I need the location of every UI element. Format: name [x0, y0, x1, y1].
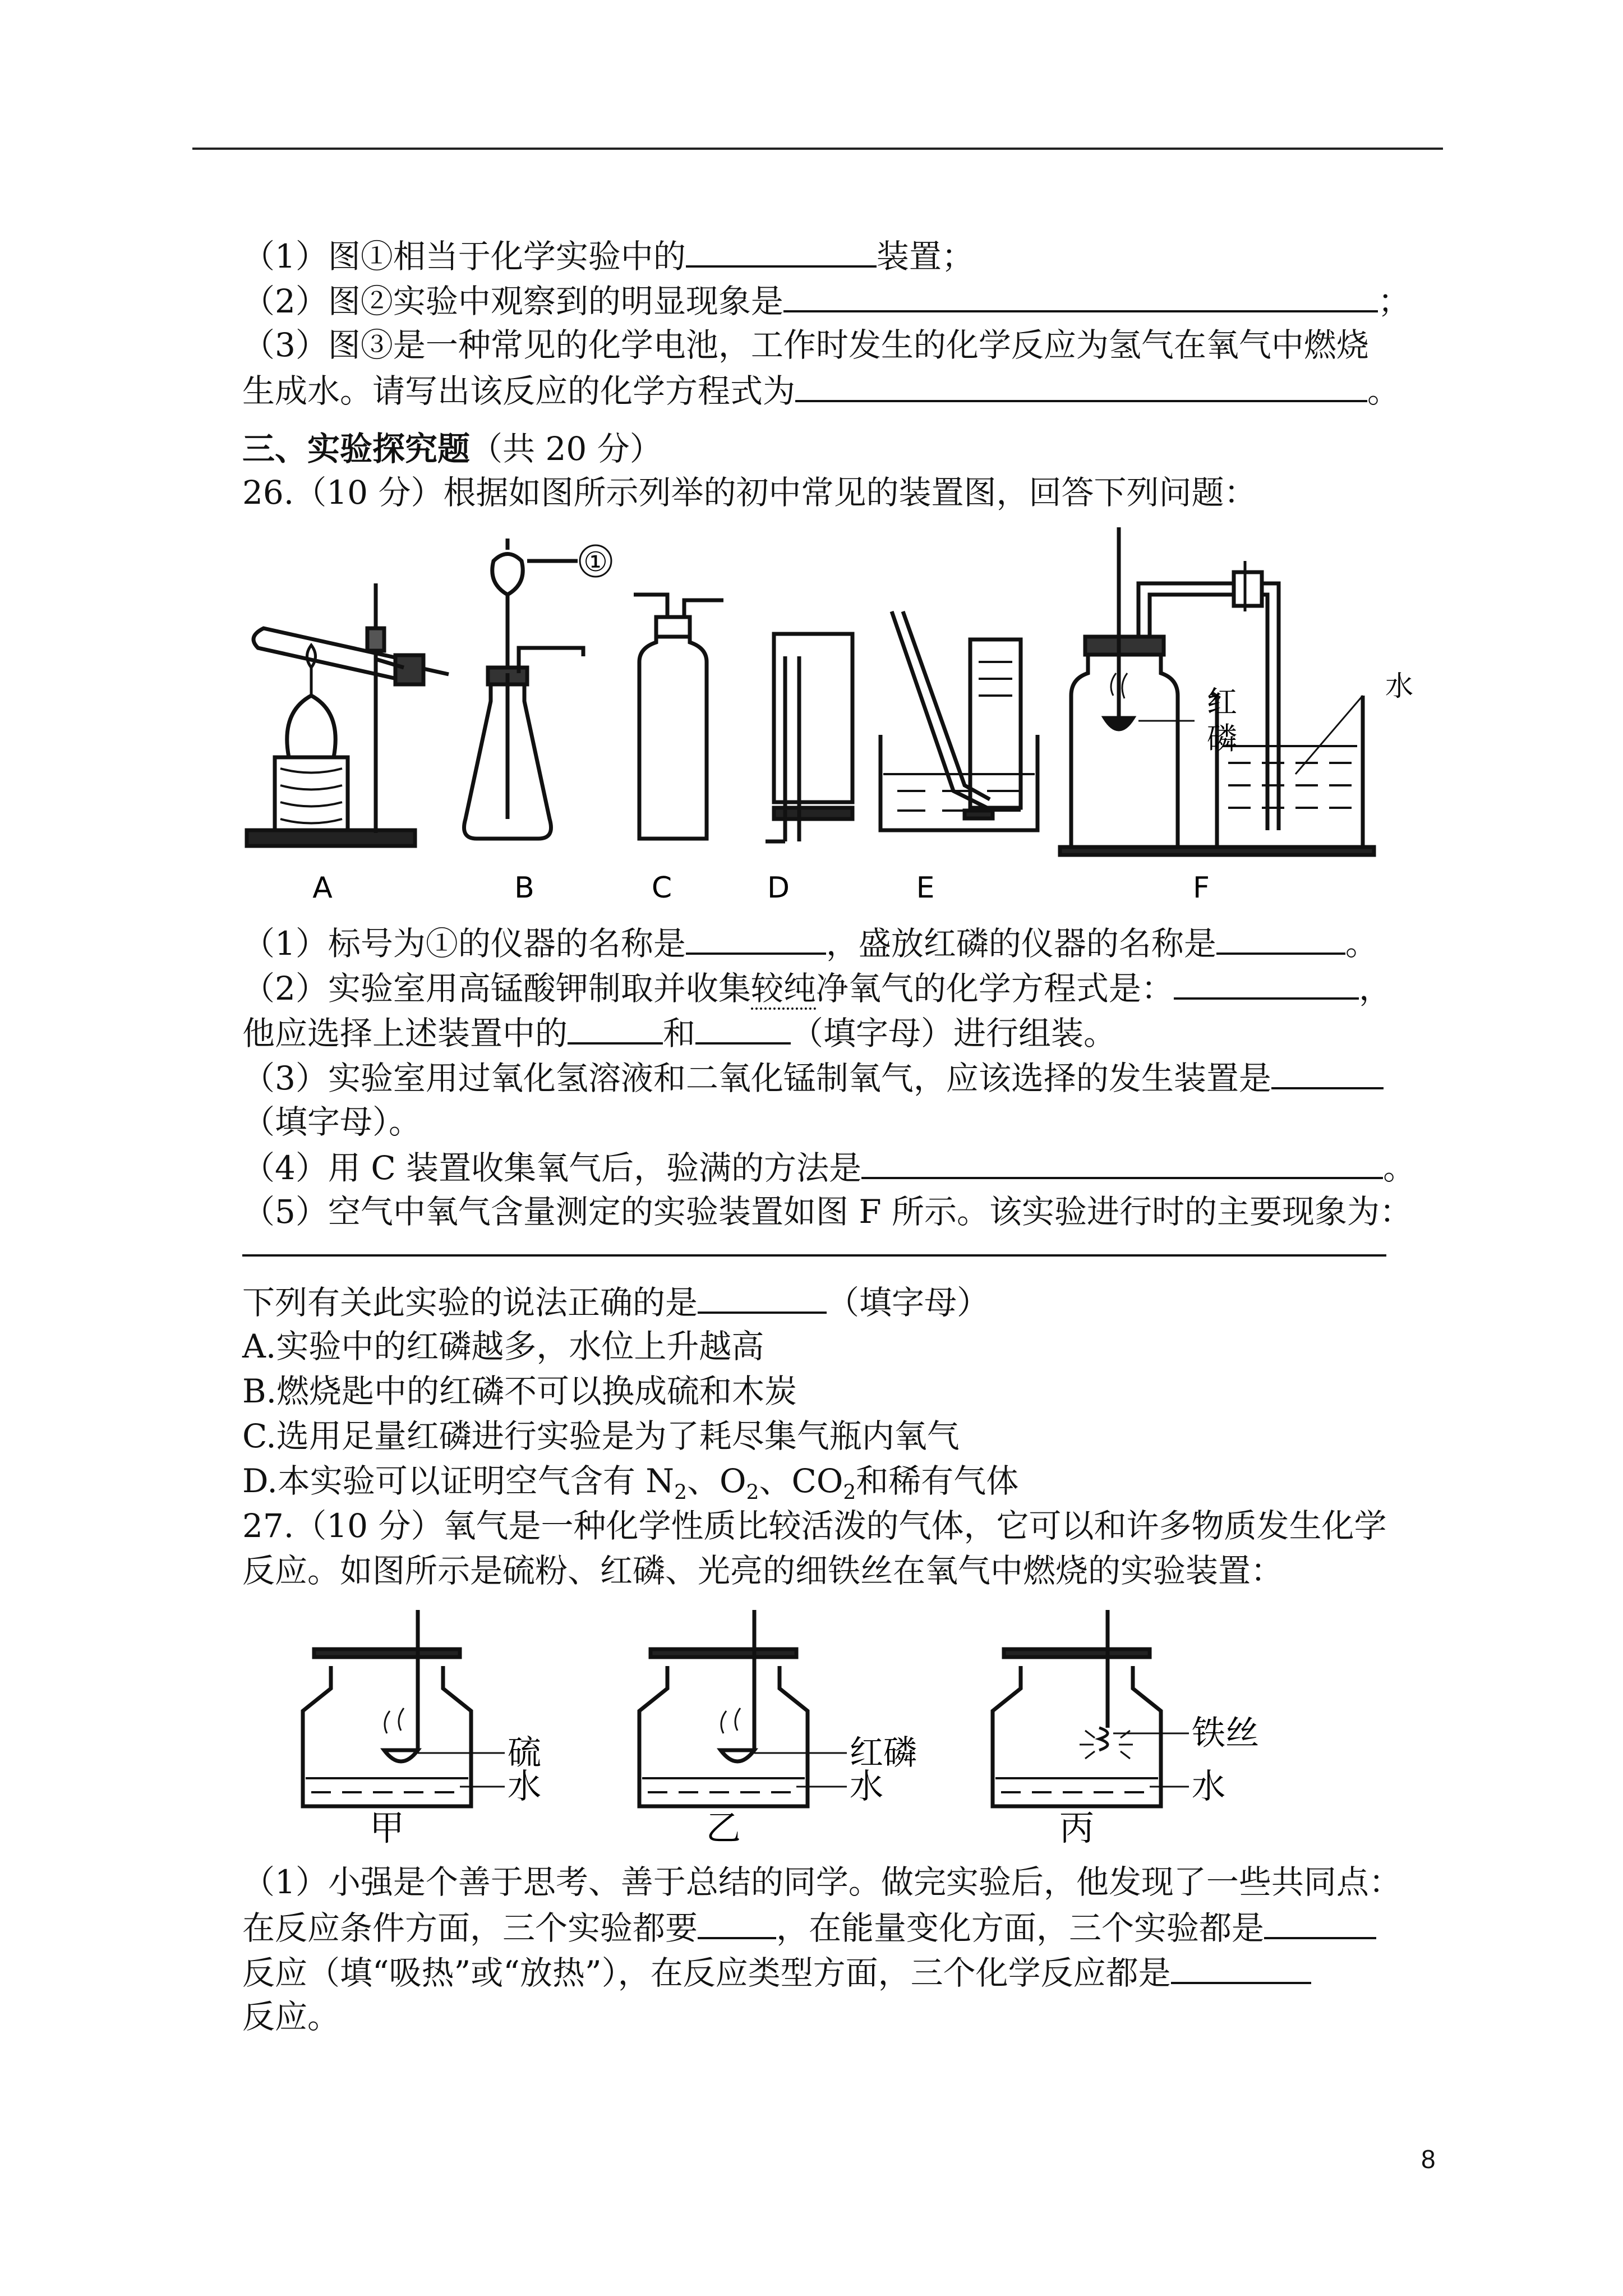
q25-part3-line1: （3）图③是一种常见的化学电池，工作时发生的化学反应为氢气在氧气中燃烧	[242, 326, 1369, 364]
answer-blank[interactable]	[568, 1010, 663, 1045]
fig-label-b: B	[514, 871, 534, 905]
apparatus-d	[766, 634, 852, 841]
jar-name-yi: 乙	[706, 1807, 741, 1846]
answer-line[interactable]	[242, 1254, 1386, 1257]
answer-blank[interactable]	[1171, 1949, 1311, 1984]
answer-blank[interactable]	[686, 920, 826, 955]
answer-blank[interactable]	[1216, 920, 1345, 955]
q25-part1: （1）图①相当于化学实验中的 装置；	[242, 233, 974, 279]
q27-part1-line4: 反应。	[242, 1998, 340, 2036]
label-water-yi: 水	[850, 1767, 883, 1806]
label-red: 红	[1207, 684, 1237, 720]
answer-blank[interactable]	[783, 278, 1378, 312]
q26-part3: （3）实验室用过氧化氢溶液和二氧化锰制氧气，应该选择的发生装置是	[242, 1055, 1384, 1101]
label-sulfur: 硫	[508, 1733, 541, 1773]
marker-label: ①	[583, 546, 608, 578]
combustion-diagram	[292, 1610, 1335, 1846]
answer-blank[interactable]	[1264, 1904, 1376, 1939]
jar-bing	[993, 1610, 1189, 1806]
jar-name-bing: 丙	[1059, 1807, 1095, 1846]
q26-stem: 26.（10 分）根据如图所示列举的初中常见的装置图，回答下列问题：	[242, 473, 1257, 512]
combustion-figure	[292, 1610, 1335, 1848]
fig-label-c: C	[651, 871, 672, 905]
q26-option-b: B.燃烧匙中的红磷不可以换成硫和木炭	[242, 1372, 797, 1410]
apparatus-figure	[241, 527, 1413, 922]
apparatus-a	[247, 583, 449, 846]
q26-option-a: A.实验中的红磷越多，水位上升越高	[242, 1327, 764, 1365]
q27-part1-line2: 在反应条件方面，三个实验都要 ，在能量变化方面，三个实验都是	[242, 1904, 1376, 1950]
q26-option-d: D.本实验可以证明空气含有 $N_2$、$O_2$、$CO_2$和稀有气体	[242, 1462, 1019, 1504]
jar-name-jia: 甲	[369, 1807, 405, 1846]
q25-part2: （2）图②实验中观察到的明显现象是 ；	[242, 278, 1410, 324]
q27-stem-line1: 27.（10 分）氧气是一种化学性质比较活泼的气体，它可以和许多物质发生化学	[242, 1507, 1387, 1545]
label-phosphorus: 磷	[1207, 721, 1237, 756]
label-water-jia: 水	[508, 1767, 541, 1806]
fig-label-a: A	[312, 871, 333, 905]
q26-part2-line2: 他应选择上述装置中的 和 （填字母）进行组装。	[242, 1010, 1116, 1056]
section-heading: 三、实验探究题（共 20 分）	[242, 430, 662, 468]
fig-label-d: D	[767, 871, 790, 905]
answer-blank[interactable]	[861, 1144, 1383, 1179]
apparatus-diagram	[241, 527, 1413, 920]
q26-part2: （2）实验室用高锰酸钾制取并收集较纯净氧气的化学方程式是： ，	[242, 965, 1391, 1011]
jar-yi	[639, 1610, 847, 1806]
q27-part1-line3: 反应（填“吸热”或“放热”），在反应类型方面，三个化学反应都是	[242, 1949, 1311, 1995]
q26-part6: 下列有关此实验的说法正确的是 （填字母）	[242, 1279, 989, 1325]
q27-part1-line1: （1）小强是个善于思考、善于总结的同学。做完实验后，他发现了一些共同点：	[242, 1863, 1401, 1901]
q25-part3-line2: 生成水。请写出该反应的化学方程式为 。	[242, 367, 1400, 413]
answer-blank[interactable]	[1271, 1055, 1384, 1089]
q26-part4: （4）用 C 装置收集氧气后，验满的方法是 。	[242, 1144, 1415, 1190]
q26-part1: （1）标号为①的仪器的名称是 ，盛放红磷的仪器的名称是 。	[242, 920, 1378, 966]
jar-jia	[303, 1610, 505, 1806]
apparatus-c	[634, 595, 723, 839]
answer-blank[interactable]	[686, 233, 877, 268]
label-red-phosphorus: 红磷	[850, 1733, 917, 1773]
answer-blank[interactable]	[698, 1279, 827, 1314]
fig-label-e: E	[916, 871, 935, 905]
q27-stem-line2: 反应。如图所示是硫粉、红磷、光亮的细铁丝在氧气中燃烧的实验装置：	[242, 1552, 1284, 1590]
label-iron-wire: 铁丝	[1192, 1714, 1259, 1753]
q26-part3-line2: （填字母）。	[242, 1103, 422, 1141]
answer-blank[interactable]	[695, 1010, 791, 1045]
answer-blank[interactable]	[795, 367, 1367, 402]
label-water: 水	[1385, 670, 1413, 702]
label-water-bing: 水	[1192, 1767, 1225, 1806]
apparatus-e	[880, 611, 1038, 830]
q26-option-c: C.选用足量红磷进行实验是为了耗尽集气瓶内氧气	[242, 1417, 960, 1455]
header-rule	[192, 148, 1443, 150]
answer-blank[interactable]	[698, 1904, 776, 1939]
answer-blank[interactable]	[1174, 965, 1359, 1000]
q26-part5: （5）空气中氧气含量测定的实验装置如图 F 所示。该实验进行时的主要现象为：	[242, 1193, 1413, 1231]
apparatus-b	[464, 539, 584, 839]
fig-label-f: F	[1193, 871, 1210, 905]
page-number: 8	[1421, 2145, 1436, 2174]
